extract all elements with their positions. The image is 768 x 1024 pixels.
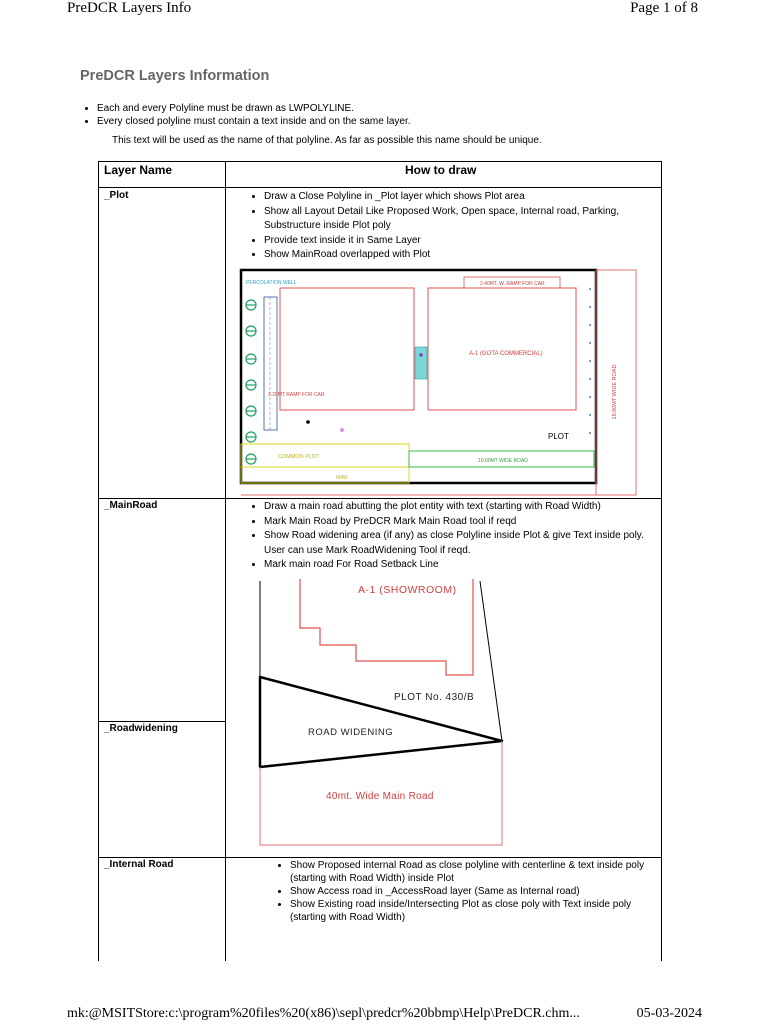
table-row-divider: [98, 187, 662, 188]
percolation-well-icons: [246, 300, 256, 464]
left-ramp: [264, 297, 277, 430]
step-item: • Mark main road For Road Setback Line: [264, 558, 664, 573]
plot-steps: [240, 190, 664, 263]
intro-note: This text will be used as the name of that polyline. As far as possible this name should be unique.: [112, 135, 542, 146]
showroom-label: A-1 (SHOWROOM): [358, 584, 457, 596]
plot-right-boundary: [480, 581, 502, 741]
common-plot: [241, 444, 409, 467]
column-header-layer-name: Layer Name: [104, 163, 173, 177]
stair-core: [415, 347, 427, 379]
footer-date: 05-03-2024: [636, 1006, 702, 1021]
footer-path: mk:@MSITStore:c:\program%20files%20(x86)\sepl\predcr%20bbmp\Help\PreDCR.chm...: [67, 1006, 580, 1021]
step-item: • Mark Main Road by PreDCR Mark Main Road tool if reqd: [264, 515, 664, 530]
road-widening-polygon: [260, 677, 502, 767]
step-item: • Show Proposed internal Road as close polyline with centerline & text inside poly (starting with Road Width) inside Plot: [290, 859, 660, 885]
page-title: PreDCR Layers Information: [80, 68, 270, 84]
step-item: • Draw a main road abutting the plot entity with text (starting with Road Width): [264, 500, 664, 515]
percolation-well-label: PERCOLATION WELL: [246, 280, 297, 286]
layers-table: [98, 161, 662, 961]
left-ramp-label: 3.20MT RAMP FOR CAR: [268, 392, 325, 398]
building-right-outline: [428, 288, 576, 410]
layer-name-internal-road: _Internal Road: [104, 859, 174, 870]
wide-road-label: 18.00MT WIDE ROAD: [612, 364, 618, 420]
column-header-how-to-draw: How to draw: [405, 163, 477, 177]
step-item: • Show MainRoad overlapped with Plot: [264, 248, 664, 263]
small-label: 6MW: [336, 475, 348, 481]
intro-bullet: • Each and every Polyline must be drawn as LWPOLYLINE.: [97, 102, 677, 115]
layer-name-roadwidening: _Roadwidening: [104, 723, 178, 734]
road-markers: [589, 288, 591, 434]
table-row-divider: [98, 498, 662, 499]
plot-number-label: PLOT No. 430/B: [394, 692, 475, 703]
plot-layout-drawing: [238, 267, 640, 497]
core-marker: [419, 353, 423, 357]
step-item: • Show all Layout Detail Like Proposed Work, Open space, Internal road, Parking, Substructure inside Plot poly: [264, 205, 664, 234]
layer-name-mainroad: _MainRoad: [104, 500, 158, 511]
common-plot-label: COMMON PLOT: [278, 454, 320, 460]
step-item: • Draw a Close Polyline in _Plot layer which shows Plot area: [264, 190, 664, 205]
table-column-divider: [225, 161, 226, 961]
intro-bullet: • Every closed polyline must contain a text inside and on the same layer.: [97, 115, 677, 128]
mainroad-steps: [240, 500, 664, 573]
header-title: PreDCR Layers Info: [67, 0, 192, 16]
table-row-divider: [98, 857, 662, 858]
table-row-divider: [98, 721, 226, 722]
road-widening-label: ROAD WIDENING: [308, 727, 394, 738]
building-label: A-1 (GOTA COMMERCIAL): [469, 351, 543, 357]
step-item: • Provide text inside it in Same Layer: [264, 234, 664, 249]
table-border-top: [98, 161, 662, 162]
layer-name-plot: _Plot: [104, 190, 129, 201]
top-ramp-label: 2.40MT. W. RAMP FOR CAR: [480, 281, 545, 287]
intro-list: [82, 102, 677, 128]
table-border-left: [98, 161, 99, 961]
internal-road-steps: [258, 859, 660, 924]
step-item: • Show Road widening area (if any) as close Polyline inside Plot & give Text inside poly. User can use Mark RoadWidening Tool if reqd.: [264, 529, 664, 558]
step-item: • Show Access road in _AccessRoad layer (Same as Internal road): [290, 885, 660, 898]
road-widening-drawing: [248, 577, 518, 849]
internal-road-label: 10.00MT WIDE ROAD: [478, 458, 528, 464]
step-item: • Show Existing road inside/Intersecting Plot as close poly with Text inside poly (starting with Road Width): [290, 898, 660, 924]
page-indicator: Page 1 of 8: [630, 0, 698, 16]
plot-label: PLOT: [548, 432, 569, 441]
main-road-label: 40mt. Wide Main Road: [326, 791, 434, 802]
